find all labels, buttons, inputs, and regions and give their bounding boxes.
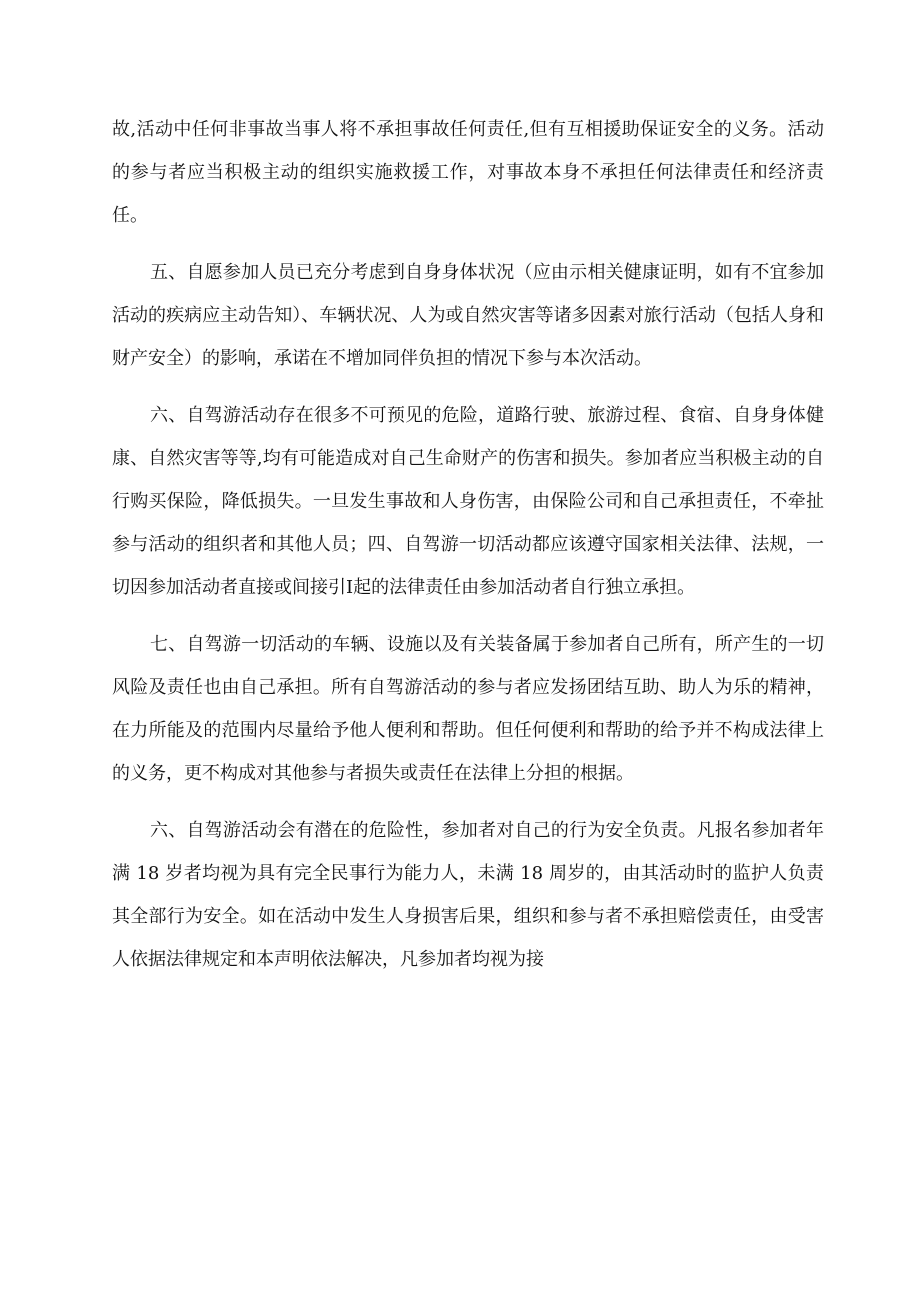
paragraph-clause-6: 六、自驾游活动存在很多不可预见的危险，道路行驶、旅游过程、食宿、自身身体健康、自然灾害等等,均有可能造成对自己生命财产的伤害和损失。参加者应当积极主动的自行购买保险，降低损失。一旦发生事故和人身伤害，由保险公司和自己承担责任，不牵扯参与活动的组织者和其他人员；四、自驾游一切活动都应该遵守国家相关法律、法规，一切因参加活动者直接或间接引I起的法律责任由参加活动者自行独立承担。 [112,405,824,598]
paragraph-clause-5: 五、自愿参加人员已充分考虑到自身身体状况（应由示相关健康证明，如有不宜参加活动的疾病应主动告知）、车辆状况、人为或自然灾害等诸多因素对旅行活动（包括人身和财产安全）的影响，承诺在不增加同伴负担的情况下参与本次活动。 [112,262,824,369]
document-body [112,108,824,995]
paragraph-continuation: 故,活动中任何非事故当事人将不承担事故任何责任,但有互相援助保证安全的义务。活动的参与者应当积极主动的组织实施救援工作，对事故本身不承担任何法律责任和经济责任。 [112,119,824,226]
paragraph-clause-6-repeat: 六、自驾游活动会有潜在的危险性，参加者对自己的行为安全负责。凡报名参加者年满 18 岁者均视为具有完全民事行为能力人，未满 18 周岁的，由其活动时的监护人负责其全部行为安全。如在活动中发生人身损害后果，组织和参与者不承担赔偿责任，由受害人依据法律规定和本声明依法解决，凡参加者均视为接 [112,820,824,970]
paragraph-clause-7: 七、自驾游一切活动的车辆、设施以及有关装备属于参加者自己所有，所产生的一切风险及责任也由自己承担。所有自驾游活动的参与者应发扬团结互助、助人为乐的精神，在力所能及的范围内尽量给予他人便利和帮助。但任何便利和帮助的给予并不构成法律上的义务，更不构成对其他参与者损失或责任在法律上分担的根据。 [112,634,824,784]
